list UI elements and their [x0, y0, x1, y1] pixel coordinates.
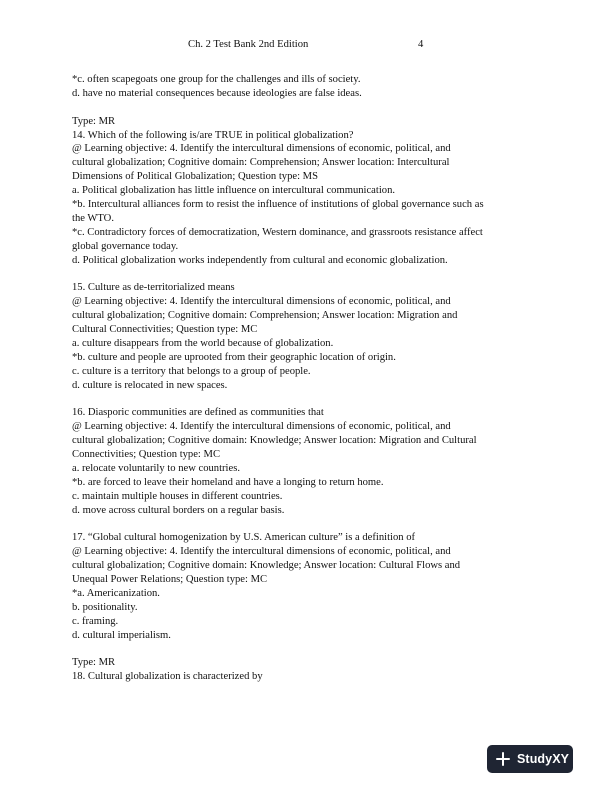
text-line: 18. Cultural globalization is characterized by — [72, 671, 263, 683]
text-line: @ Learning objective: 4. Identify the intercultural dimensions of economic, political, and — [72, 296, 451, 308]
text-line: 15. Culture as de-territorialized means — [72, 282, 235, 294]
text-line: Unequal Power Relations; Question type: MC — [72, 574, 268, 586]
page-number: 4 — [418, 39, 424, 50]
blank-line — [72, 643, 544, 657]
text-line: b. positionality. — [72, 601, 138, 613]
text-line: c. maintain multiple houses in different countries. — [72, 490, 283, 502]
text-line: a. Political globalization has little influence on intercultural communication. — [72, 185, 396, 197]
text-line: @ Learning objective: 4. Identify the intercultural dimensions of economic, political, and — [72, 546, 451, 558]
text-line: Cultural Connectivities; Question type: MC — [72, 324, 258, 336]
text-line: c. framing. — [72, 615, 119, 627]
text-line: cultural globalization; Cognitive domain: Comprehension; Answer location: Migration and — [72, 310, 458, 322]
text-line: d. cultural imperialism. — [72, 629, 171, 641]
text-line: cultural globalization; Cognitive domain: Comprehension; Answer location: Intercultural — [72, 157, 450, 169]
blank-line — [72, 267, 544, 281]
badge-label: StudyXY — [517, 752, 570, 766]
text-line: 14. Which of the following is/are TRUE in political globalization? — [72, 129, 354, 141]
text-line: *a. Americanization. — [72, 587, 160, 599]
text-line: *c. Contradictory forces of democratization, Western dominance, and grassroots resistance affect — [72, 226, 483, 238]
header-title: Ch. 2 Test Bank 2nd Edition — [188, 39, 309, 50]
text-line: 17. “Global cultural homogenization by U.S. American culture” is a definition of — [72, 532, 416, 544]
text-line: @ Learning objective: 4. Identify the intercultural dimensions of economic, political, and — [72, 143, 451, 155]
blank-line — [72, 392, 544, 406]
text-line: Connectivities; Question type: MC — [72, 449, 221, 461]
text-line: *b. Intercultural alliances form to resist the influence of institutions of global governance such as — [72, 199, 484, 211]
plus-icon — [495, 751, 511, 767]
blank-line — [72, 518, 544, 532]
text-line: *b. are forced to leave their homeland and have a longing to return home. — [72, 476, 384, 488]
text-line: the WTO. — [72, 212, 114, 224]
text-line: a. relocate voluntarily to new countries. — [72, 462, 240, 474]
text-line: c. culture is a territory that belongs to a group of people. — [72, 365, 311, 377]
text-line: d. Political globalization works independently from cultural and economic globalization. — [72, 254, 448, 266]
studyxy-badge[interactable] — [487, 745, 573, 773]
blank-line — [72, 101, 544, 115]
text-line: d. culture is relocated in new spaces. — [72, 379, 228, 391]
text-line: *c. often scapegoats one group for the challenges and ills of society. — [72, 74, 361, 85]
text-line: Type: MR — [72, 115, 116, 127]
text-line: Dimensions of Political Globalization; Question type: MS — [72, 171, 318, 183]
text-line: cultural globalization; Cognitive domain: Knowledge; Answer location: Migration and Cultural — [72, 435, 477, 447]
text-line: d. move across cultural borders on a regular basis. — [72, 504, 285, 516]
text-line: 16. Diasporic communities are defined as communities that — [72, 407, 324, 419]
text-line: *b. culture and people are uprooted from their geographic location of origin. — [72, 351, 396, 363]
document-body — [72, 73, 544, 684]
page-header — [0, 38, 612, 52]
text-line: cultural globalization; Cognitive domain: Knowledge; Answer location: Cultural Flows and — [72, 560, 461, 572]
text-line: Type: MR — [72, 657, 116, 669]
text-line: global governance today. — [72, 240, 179, 252]
text-line: d. have no material consequences because ideologies are false ideas. — [72, 87, 362, 99]
text-line: a. culture disappears from the world because of globalization. — [72, 337, 334, 349]
text-line: @ Learning objective: 4. Identify the intercultural dimensions of economic, political, and — [72, 421, 451, 433]
